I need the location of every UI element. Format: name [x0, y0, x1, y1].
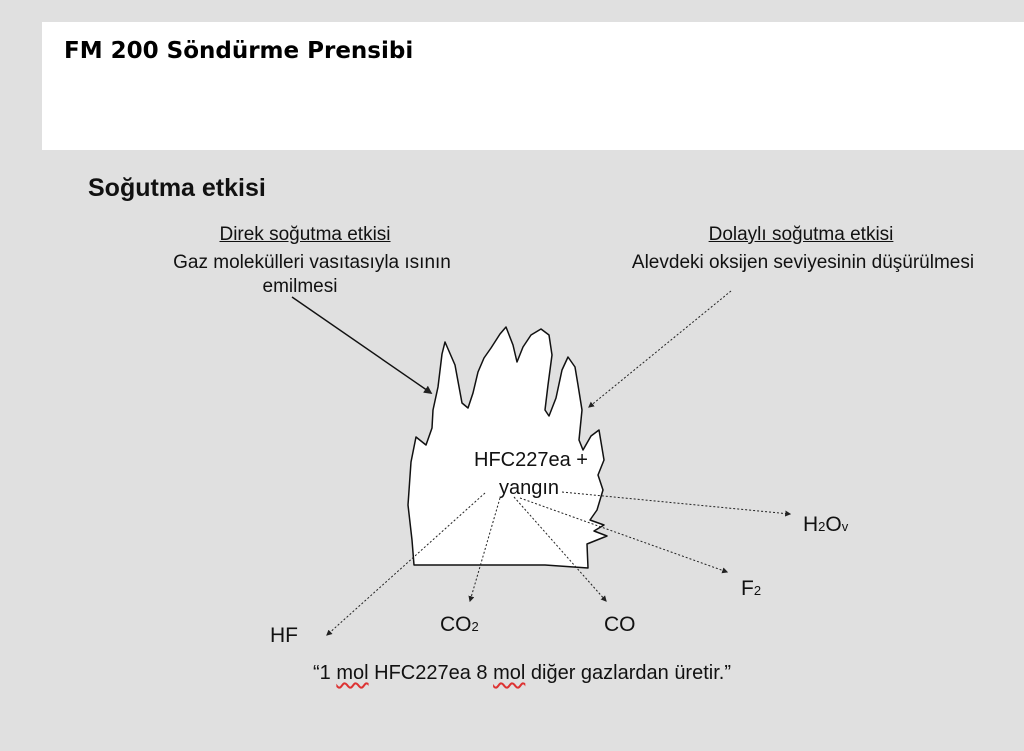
flame-label-line1: HFC227ea + [474, 449, 588, 471]
product-co2: CO2 [440, 613, 479, 636]
direct-cooling-title: Direk soğutma etkisi [219, 224, 391, 245]
product-hf: HF [270, 624, 298, 647]
direct-cooling-line2: emilmesi [262, 276, 338, 297]
product-co: CO [604, 613, 636, 636]
product-f2: F2 [741, 577, 762, 600]
indirect-cooling-arrow [589, 291, 731, 407]
indirect-cooling-line1: Alevdeki oksijen seviyesinin düşürülmesi [631, 252, 975, 273]
flame-label-line2: yangın [498, 477, 560, 499]
indirect-cooling-title: Dolaylı soğutma etkisi [708, 224, 894, 245]
slide-title: FM 200 Söndürme Prensibi [64, 38, 414, 64]
direct-cooling-arrow [292, 297, 431, 393]
direct-cooling-line1: Gaz molekülleri vasıtasıyla ısının [173, 252, 451, 273]
section-heading: Soğutma etkisi [88, 174, 266, 202]
footer-quote: “1 mol HFC227ea 8 mol diğer gazlardan üretir.” [313, 662, 731, 684]
product-h2ov: H2Ov [803, 513, 849, 536]
